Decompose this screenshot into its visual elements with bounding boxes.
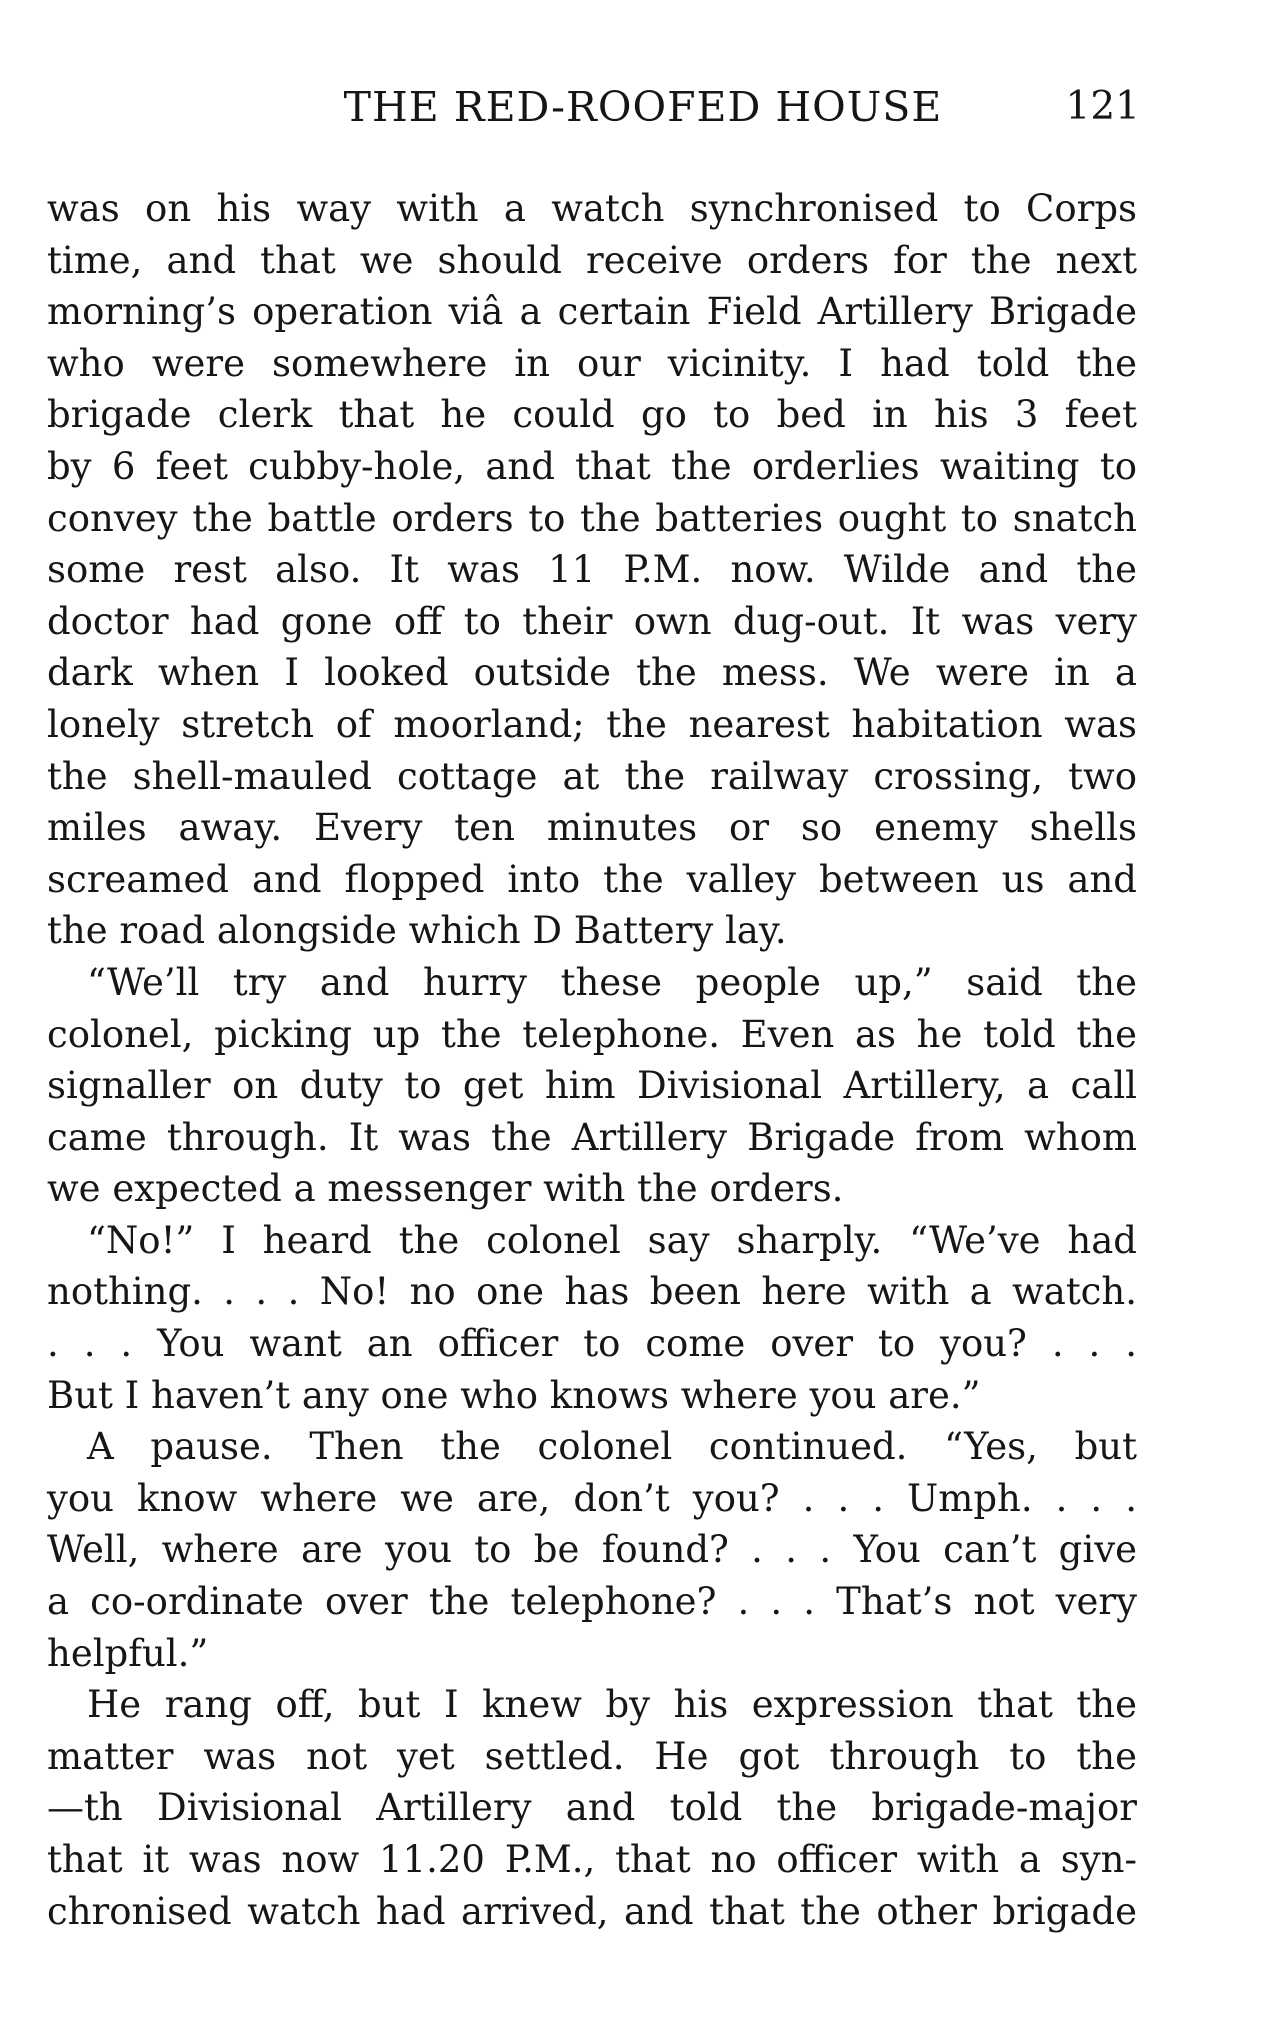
- text-line: dark when I looked outside the mess. We were in a: [47, 651, 1137, 695]
- text-line: brigade clerk that he could go to bed in his 3 feet: [47, 393, 1137, 437]
- text-line: screamed and flopped into the valley between us and: [47, 857, 1137, 901]
- text-line: “No!” I heard the colonel say sharply. “We’ve had: [87, 1218, 1137, 1262]
- text-line: a co-ordinate over the telephone? . . . That’s not very: [47, 1580, 1137, 1624]
- text-line: time, and that we should receive orders for the next: [47, 238, 1137, 282]
- text-line: Well, where are you to be found? . . . You can’t give: [47, 1528, 1137, 1572]
- text-line: morning’s operation viâ a certain Field Artillery Brigade: [47, 290, 1137, 334]
- text-line: was on his way with a watch synchronised to Corps: [47, 187, 1137, 230]
- text-line: helpful.”: [47, 1631, 209, 1675]
- text-line: you know where we are, don’t you? . . . Umph. . . .: [47, 1476, 1137, 1520]
- text-line: A pause. Then the colonel continued. “Yes, but: [87, 1425, 1137, 1469]
- text-line: matter was not yet settled. He got through to the: [47, 1734, 1137, 1778]
- text-line: nothing. . . . No! no one has been here with a watch.: [47, 1270, 1137, 1314]
- page-header: [0, 82, 1266, 132]
- text-line: who were somewhere in our vicinity. I had told the: [47, 341, 1137, 385]
- text-line: the shell-mauled cottage at the railway crossing, two: [47, 754, 1137, 798]
- text-line: colonel, picking up the telephone. Even as he told the: [47, 1012, 1137, 1056]
- text-line: . . . You want an officer to come over to you? . . .: [47, 1322, 1137, 1366]
- text-line: chronised watch had arrived, and that the other brigade: [47, 1889, 1137, 1933]
- text-line: we expected a messenger with the orders.: [47, 1167, 844, 1211]
- text-line: came through. It was the Artillery Brigade from whom: [47, 1115, 1137, 1159]
- text-line: miles away. Every ten minutes or so enemy shells: [47, 806, 1137, 850]
- text-line: signaller on duty to get him Divisional Artillery, a call: [47, 1064, 1137, 1108]
- text-line: by 6 feet cubby-hole, and that the orderlies waiting to: [47, 444, 1137, 488]
- page-number: 121: [1065, 84, 1140, 129]
- text-line: He rang off, but I knew by his expression that the: [87, 1683, 1137, 1727]
- text-line: convey the battle orders to the batteries ought to snatch: [47, 496, 1137, 540]
- text-line: lonely stretch of moorland; the nearest habitation was: [47, 702, 1137, 746]
- text-line: “We’ll try and hurry these people up,” said the: [87, 960, 1137, 1004]
- body-text: [47, 183, 1137, 1937]
- text-line: that it was now 11.20 P.M., that no officer with a syn-: [47, 1838, 1137, 1881]
- text-line: some rest also. It was 11 P.M. now. Wilde and the: [47, 548, 1137, 592]
- text-line: the road alongside which D Battery lay.: [47, 909, 787, 953]
- text-line: But I haven’t any one who knows where you are.”: [47, 1373, 981, 1417]
- running-title: THE RED-ROOFED HOUSE: [343, 83, 943, 131]
- text-line: —th Divisional Artillery and told the brigade-major: [47, 1786, 1137, 1830]
- text-line: doctor had gone off to their own dug-out. It was very: [47, 599, 1137, 643]
